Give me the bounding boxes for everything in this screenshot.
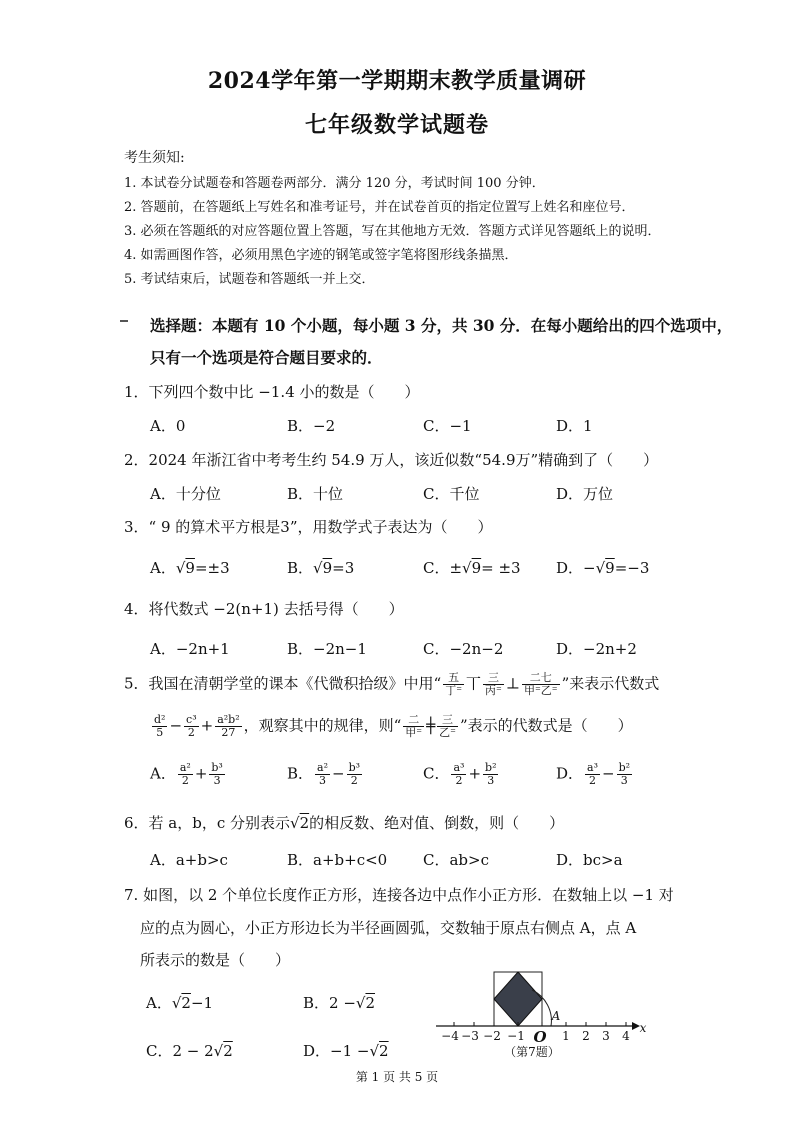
q4-option-c[interactable]: C．−2n−2 — [423, 640, 504, 658]
q5-ex-frac-3: $\frac{\text{二七}}{\text{甲⁼乙⁼}}$ — [523, 671, 558, 697]
q7-tick-label: −4 — [441, 1029, 459, 1043]
q5-frac-d2: $\frac{\text{d²}}{5}$ — [154, 713, 166, 739]
q6-option-b[interactable]: B．a+b+c<0 — [287, 851, 388, 869]
q7-origin-label: O — [533, 1028, 547, 1046]
q3-option-a[interactable]: A．√9=±3 — [150, 559, 230, 577]
q3-d-prefix: D．− — [556, 559, 596, 577]
q5-option-c[interactable]: C． $\frac{\text{a³}}{2}$ + $\frac{\text{b²}}{3}$ — [423, 761, 497, 787]
q5-stem-a: 5．我国在清朝学堂的课本《代微积拾级》中用“ — [124, 674, 442, 693]
q7-axis-label: x — [639, 1021, 647, 1035]
q3-a-suffix: =±3 — [194, 559, 230, 577]
q7-point-label: A — [551, 1009, 561, 1023]
section-heading-line1: 选择题：本题有 10 个小题，每小题 3 分，共 30 分．在每小题给出的四个选项中， — [150, 316, 733, 335]
q7-figure — [432, 966, 652, 1062]
q5-ex-frac-1: $\frac{\text{五}}{\text{丁⁼}}$ — [445, 671, 463, 697]
q3-b-radicand: 9 — [322, 559, 333, 577]
q3-c-suffix: = ±3 — [481, 559, 521, 577]
q4-option-a[interactable]: A．−2n+1 — [150, 640, 230, 658]
q7-stem-line3: 所表示的数是（ ） — [140, 951, 291, 969]
q2-option-c[interactable]: C．千位 — [423, 485, 480, 503]
q5-stem-b: ”来表示代数式 — [561, 674, 660, 693]
q4-option-d[interactable]: D．−2n+2 — [556, 640, 637, 658]
q7-tick-label: 1 — [562, 1029, 570, 1043]
q7-figure-caption: （第7题） — [504, 1045, 560, 1059]
q6-option-a[interactable]: A．a+b>c — [150, 851, 228, 869]
q7-stem-line2: 应的点为圆心，小正方形边长为半径画圆弧，交数轴于原点右侧点 A，点 A — [140, 919, 637, 937]
q7-inner-square — [494, 972, 542, 1026]
q7-tick-label: −2 — [483, 1029, 501, 1043]
notice-item-5: 5. 考试结束后，试题卷和答题纸一并上交． — [124, 272, 375, 287]
q7-option-c[interactable]: C．2 − 2√2 — [146, 1042, 233, 1060]
q1-stem: 1．下列四个数中比 −1.4 小的数是（ ） — [124, 383, 420, 401]
q2-stem: 2．2024 年浙江省中考考生约 54.9 万人，该近似数“54.9万”精确到了（ ） — [124, 451, 659, 469]
q3-c-radicand: 9 — [471, 559, 482, 577]
notice-heading: 考生须知: — [124, 150, 185, 166]
section-heading-line2: 只有一个选项是符合题目要求的． — [150, 348, 383, 367]
q3-a-prefix: A． — [150, 559, 176, 577]
q3-stem: 3．“ 9 的算术平方根是3”，用数学式子表达为（ ） — [124, 518, 493, 536]
q6-stem: 6．若 a，b，c 分别表示√2的相反数、绝对值、倒数，则（ ） — [124, 814, 565, 832]
q5-option-b[interactable]: B． $\frac{\text{a²}}{3}$ − $\frac{\text{b³}}{2}$ — [287, 761, 361, 787]
q5-stem-d: ”表示的代数式是（ ） — [459, 716, 633, 735]
q5-stem-c: ，观察其中的规律，则“ — [243, 716, 402, 735]
q1-option-d[interactable]: D．1 — [556, 417, 593, 435]
exam-title: 2024学年第一学期期末教学质量调研 — [207, 68, 587, 94]
q5-frac-c3: $\frac{\text{c³}}{2}$ — [186, 713, 197, 739]
q3-option-b[interactable]: B．√9=3 — [287, 559, 355, 577]
q6-option-d[interactable]: D．bc>a — [556, 851, 623, 869]
q1-option-a[interactable]: A．0 — [150, 417, 186, 435]
q3-d-suffix: =−3 — [614, 559, 650, 577]
section-marker — [120, 320, 128, 322]
q4-stem: 4．将代数式 −2(n+1) 去括号得（ ） — [124, 600, 404, 618]
q2-option-d[interactable]: D．万位 — [556, 485, 614, 503]
q3-a-radicand: 9 — [185, 559, 195, 577]
q5-option-a[interactable]: A． $\frac{\text{a²}}{2}$ + $\frac{\text{b³}}{3}$ — [150, 761, 223, 787]
q5-ex-frac-2: $\frac{\text{三}}{\text{丙⁼}}$ — [485, 671, 502, 697]
q4-option-b[interactable]: B．−2n−1 — [287, 640, 367, 658]
q1-option-b[interactable]: B．−2 — [287, 417, 336, 435]
q2-option-b[interactable]: B．十位 — [287, 485, 344, 503]
q5-query-frac-1: $\frac{\text{二}}{\text{甲⁼}}$ — [405, 713, 423, 739]
q3-option-d[interactable]: D．−√9=−3 — [556, 559, 650, 577]
q3-d-radicand: 9 — [605, 559, 615, 577]
q5-option-d[interactable]: D． $\frac{\text{a³}}{2}$ − $\frac{\text{b²}}{3}$ — [556, 761, 631, 787]
q5-query-frac-2: $\frac{\text{三}}{\text{乙⁼}}$ — [439, 713, 456, 739]
exam-subtitle: 七年级数学试题卷 — [304, 112, 489, 138]
q7-tick-label: −1 — [507, 1029, 525, 1043]
q3-b-suffix: =3 — [332, 559, 355, 577]
q7-tick-label: 3 — [602, 1029, 610, 1043]
q1-option-c[interactable]: C．−1 — [423, 417, 472, 435]
q7-stem-line1: 7. 如图，以 2 个单位长度作正方形，连接各边中点作小正方形．在数轴上以 −1 对 — [124, 886, 674, 904]
q7-option-a[interactable]: A．√2−1 — [146, 994, 214, 1012]
q2-option-a[interactable]: A．十分位 — [150, 485, 221, 503]
q5-ex-sep-1: 丅 — [466, 674, 482, 693]
page-footer: 第 1 页 共 5 页 — [355, 1070, 439, 1084]
q5-ex-sep-2: ⊥ — [505, 674, 520, 693]
q3-c-prefix: C．± — [423, 559, 463, 577]
q7-tick-label: 4 — [622, 1029, 630, 1043]
q5-stem-line1 — [124, 672, 659, 697]
q3-b-prefix: B． — [287, 559, 314, 577]
q3-option-c[interactable]: C．±√9= ±3 — [423, 559, 521, 577]
notice-item-3: 3. 必须在答题纸的对应答题位置上答题，写在其他地方无效．答题方式详见答题纸上的说明． — [124, 224, 661, 239]
q5-stem-line2: $\frac{\text{d²}}{5}$ − $\frac{\text{c³}}{2}$ + $\frac{\text{a²b²}}{27}$ ，观察其中的规律，则“ $\frac{\text{二}}{\text{甲⁼}}$ ╪ $\frac{\text{三}}{\text{乙⁼}}$ ”表示的代数式是（ ） — [154, 713, 633, 739]
q6-option-c[interactable]: C．ab>c — [423, 851, 489, 869]
q7-tick-label: 2 — [582, 1029, 590, 1043]
q5-frac-a2b2: $\frac{\text{a²b²}}{27}$ — [217, 713, 240, 739]
notice-item-2: 2. 答题前，在答题纸上写姓名和准考证号，并在试卷首页的指定位置写上姓名和座位号． — [124, 200, 635, 215]
q7-option-b[interactable]: B．2 −√2 — [303, 994, 376, 1012]
notice-item-4: 4. 如需画图作答，必须用黑色字迹的钢笔或签字笔将图形线条描黑． — [124, 248, 518, 263]
q7-option-d[interactable]: D．−1 −√2 — [303, 1042, 389, 1060]
notice-item-1: 1. 本试卷分试题卷和答题卷两部分．满分 120 分，考试时间 100 分钟． — [124, 176, 545, 191]
q7-tick-label: −3 — [461, 1029, 479, 1043]
